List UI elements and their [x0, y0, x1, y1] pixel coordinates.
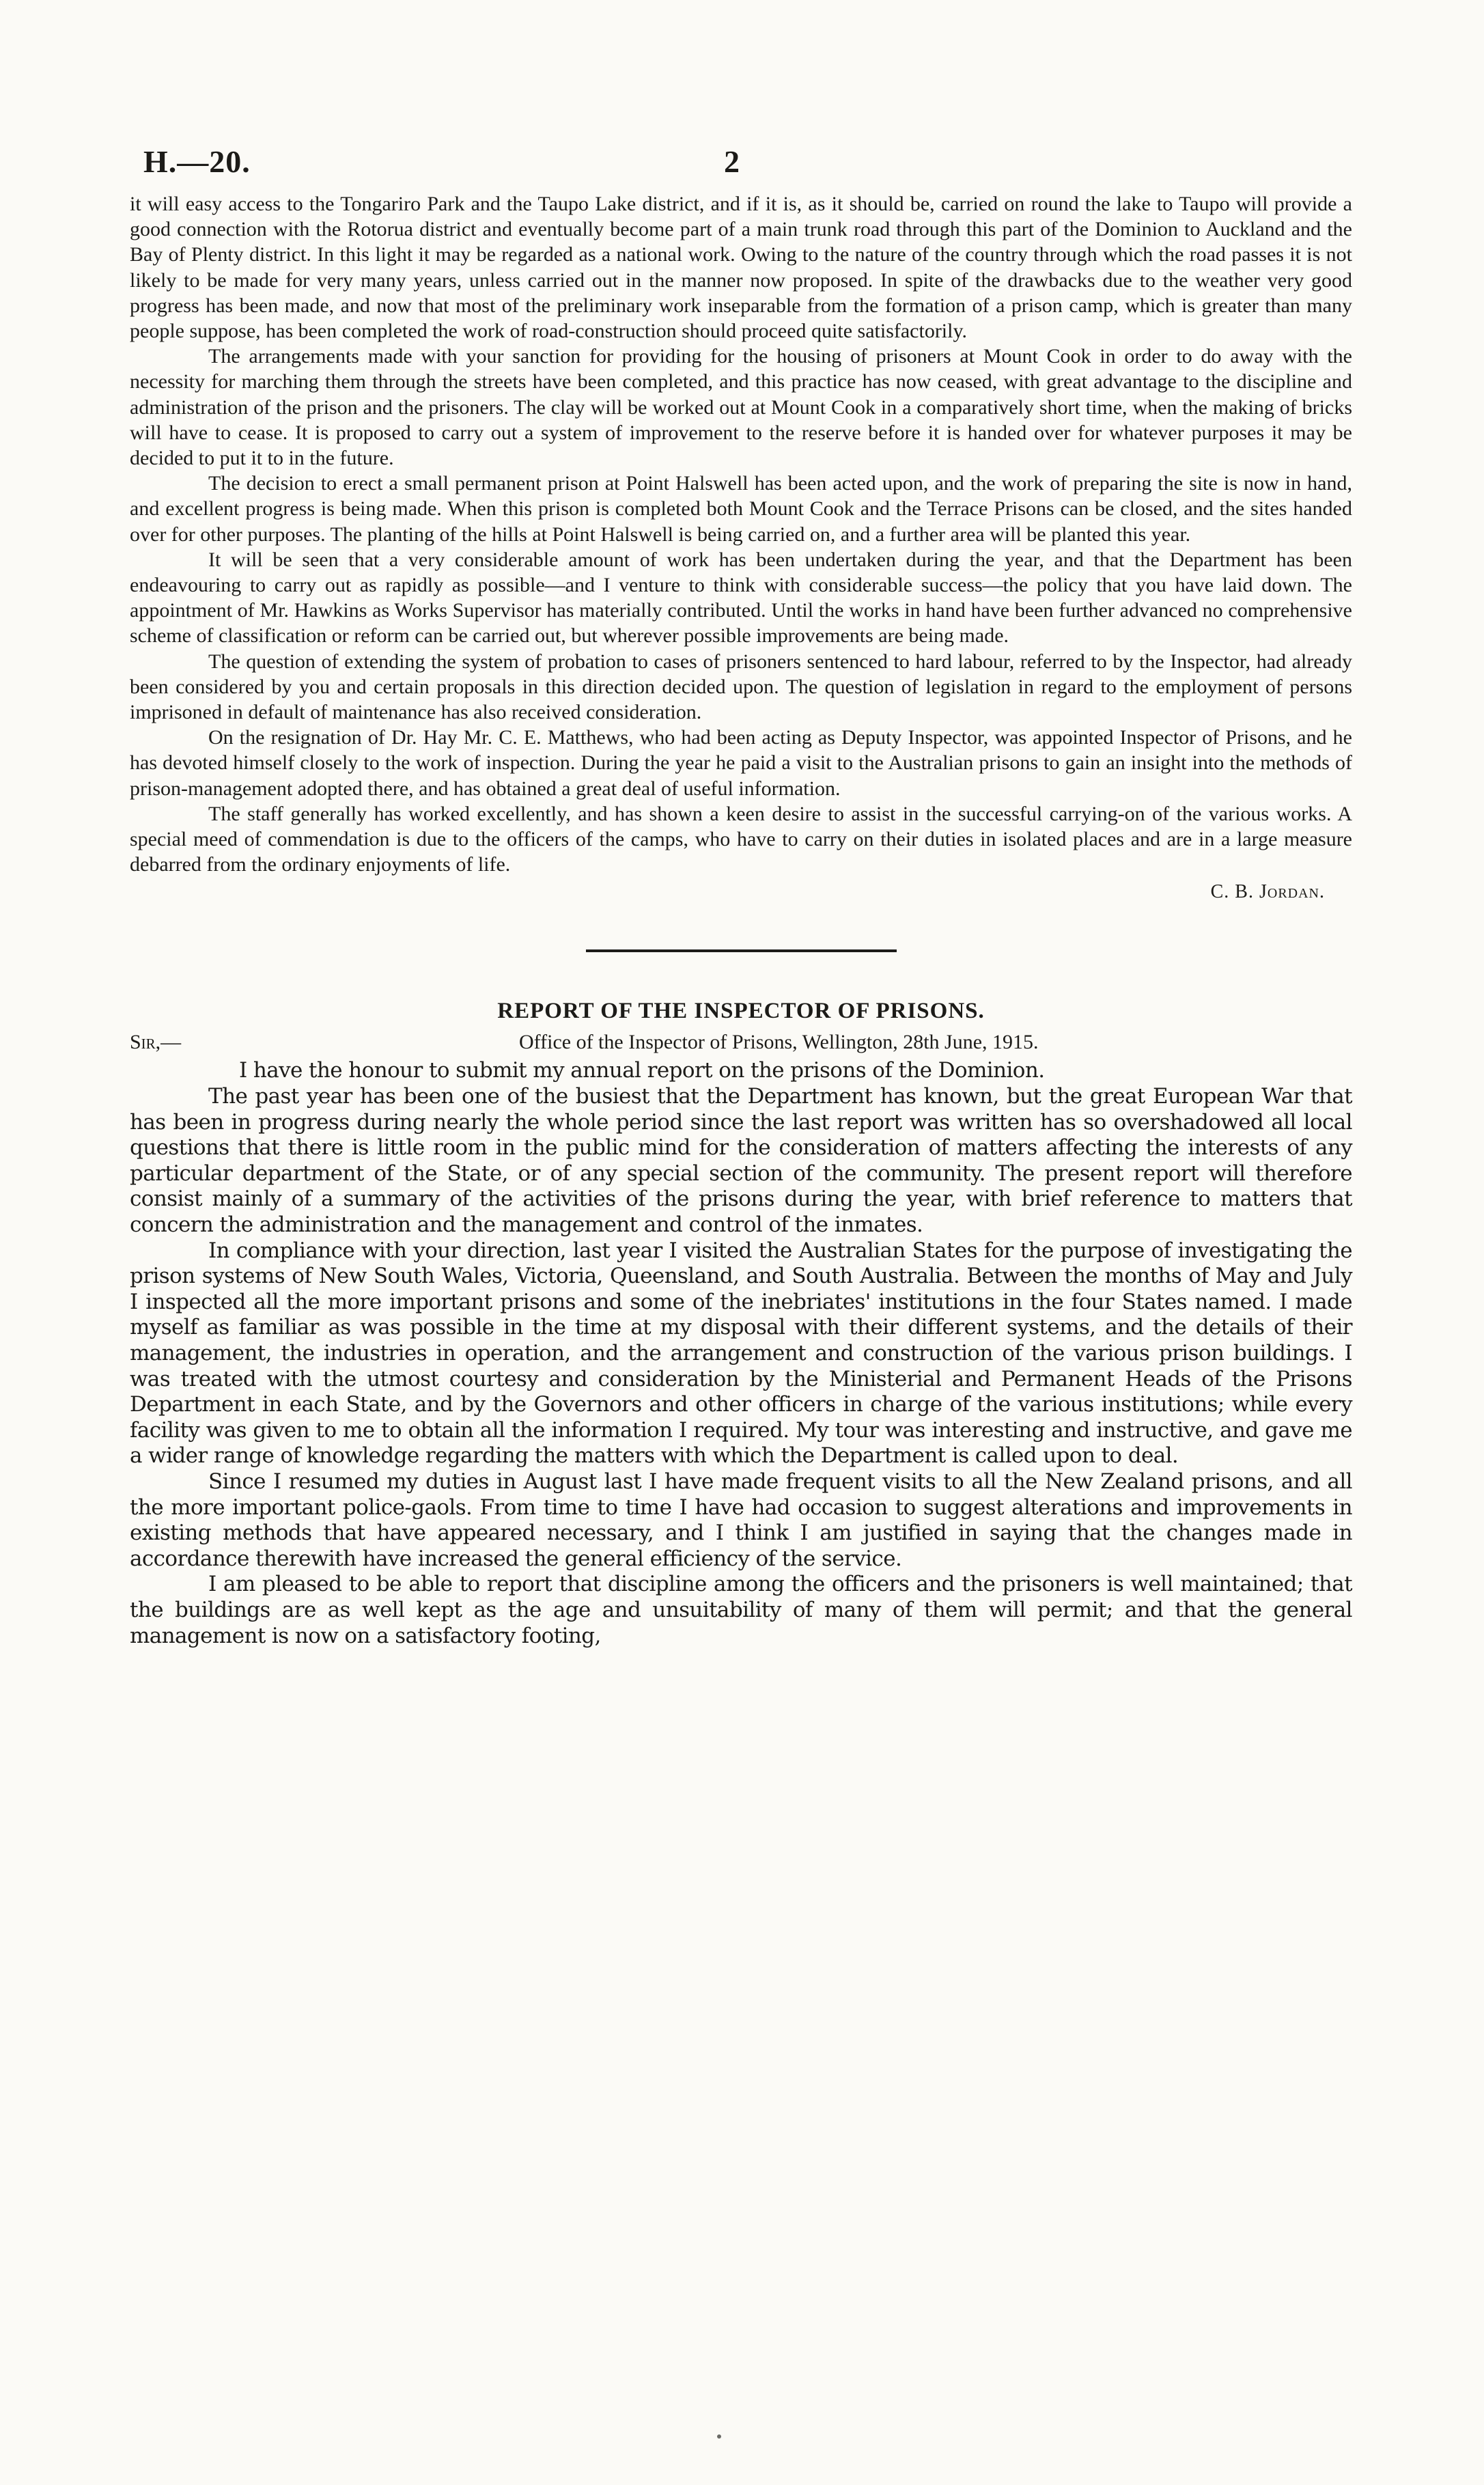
- document-reference: H.—20.: [143, 144, 251, 179]
- letter-paragraph: On the resignation of Dr. Hay Mr. C. E. Matthews, who had been acting as Deputy Inspector, was appointed Inspector of Prisons, and he has devoted himself closely to the work of inspection. During the year he paid a visit to the Australian prisons to gain an insight into the methods of prison-management adopted there, and has obtained a great deal of useful information.: [130, 726, 1352, 800]
- salutation-row: [130, 1031, 1352, 1058]
- section-divider: [586, 949, 897, 952]
- page-number: 2: [724, 144, 740, 179]
- letter-body: [130, 191, 1352, 877]
- report-paragraph: In compliance with your direction, last year I visited the Australian States for the purpose of investigating the prison systems of New South Wales, Victoria, Queensland, and South Australia. Between the months of May and July I inspected all the more important prisons and some of the inebriates' institutions in the four States named. I made myself as familiar as was possible in the time at my disposal with their different systems, and the details of their management, the industries in operation, and the arrangement and construction of the various prison buildings. I was treated with the utmost courtesy and consideration by the Ministerial and Permanent Heads of the Prisons Department in each State, and by the Governors and other officers in charge of the various institutions; while every facility was given to me to obtain all the information I required. My tour was interesting and instructive, and gave me a wider range of knowledge regarding the matters with which the Department is called upon to deal.: [130, 1238, 1352, 1469]
- letter-paragraph: it will easy access to the Tongariro Park and the Taupo Lake district, and if it is, as it should be, carried on round the lake to Taupo will provide a good connection with the Rotorua district and eventually become part of a main trunk road through this part of the Dominion to Auckland and the Bay of Plenty district. In this light it may be regarded as a national work. Owing to the nature of the country through which the road passes it is not likely to be made for very many years, unless carried out in the manner now proposed. In spite of the drawbacks due to the weather very good progress has been made, and now that most of the preliminary work inseparable from the formation of a prison camp, which is greater than many people suppose, has been completed the work of road-construction should proceed quite satisfactorily.: [130, 193, 1352, 343]
- office-date-line: Office of the Inspector of Prisons, Wellington, 28th June, 1915.: [519, 1031, 1039, 1054]
- letter-paragraph: It will be seen that a very considerable amount of work has been undertaken during the year, and that the Department has been endeavouring to carry out as rapidly as possible—and I venture to think with considerable success—the policy that you have laid down. The appointment of Mr. Hawkins as Works Supervisor has materially contributed. Until the works in hand have been further advanced no comprehensive scheme of classification or reform can be carried out, but wherever possible improvements are being made.: [130, 548, 1352, 648]
- page-header: [130, 143, 1352, 191]
- report-opening: I have the honour to submit my annual report on the prisons of the Dominion.: [239, 1058, 1045, 1083]
- report-paragraph: Since I resumed my duties in August last I have made frequent visits to all the New Zealand prisons, and all the more important police-gaols. From time to time I have had occasion to suggest alterations and improvements in existing methods that have appeared necessary, and I think I am justified in saying that the changes made in accordance therewith have increased the general efficiency of the service.: [130, 1469, 1352, 1571]
- letter-paragraph: The decision to erect a small permanent prison at Point Halswell has been acted upon, and the work of preparing the site is now in hand, and excellent progress is being made. When this prison is completed both Mount Cook and the Terrace Prisons can be closed, and the sites handed over for other purposes. The planting of the hills at Point Halswell is being carried on, and a further area will be planted this year.: [130, 472, 1352, 546]
- signature: C. B. Jordan.: [1210, 881, 1325, 903]
- report-paragraph: The past year has been one of the busiest that the Department has known, but the great European War that has been in progress during nearly the whole period since the last report was written has so overshadowed all local questions that there is little room in the public mind for the consideration of matters affecting the interests of any particular department of the State, or of any special section of the community. The present report will therefore consist mainly of a summary of the activities of the prisons during the year, with brief reference to matters that concern the administration and the management and control of the inmates.: [130, 1084, 1352, 1238]
- report-body: [130, 1058, 1352, 1649]
- document-page: [130, 143, 1352, 1649]
- letter-paragraph: The question of extending the system of probation to cases of prisoners sentenced to hard labour, referred to by the Inspector, had already been considered by you and certain proposals in this direction decided upon. The question of legislation in regard to the employment of persons imprisoned in default of maintenance has also received consideration.: [130, 650, 1352, 724]
- scan-speck: [717, 2434, 721, 2439]
- report-paragraph: I am pleased to be able to report that discipline among the officers and the prisoners is well maintained; that the buildings are as well kept as the age and unsuitability of many of them will permit; and that the general management is now on a satisfactory footing,: [130, 1572, 1352, 1648]
- letter-paragraph: The staff generally has worked excellently, and has shown a keen desire to assist in the successful carrying-on of the various works. A special meed of commendation is due to the officers of the camps, who have to carry on their duties in isolated places and are in a large measure debarred from the ordinary enjoyments of life.: [130, 802, 1352, 876]
- letter-paragraph: The arrangements made with your sanction for providing for the housing of prisoners at Mount Cook in order to do away with the necessity for marching them through the streets have been completed, and this practice has now ceased, with great advantage to the discipline and administration of the prison and the prisoners. The clay will be worked out at Mount Cook in a comparatively short time, when the making of bricks will have to cease. It is proposed to carry out a system of improvement to the reserve before it is handed over for whatever purposes it may be decided to put it to in the future.: [130, 345, 1352, 470]
- salutation: Sir,—: [130, 1031, 182, 1054]
- report-title: REPORT OF THE INSPECTOR OF PRISONS.: [497, 999, 985, 1024]
